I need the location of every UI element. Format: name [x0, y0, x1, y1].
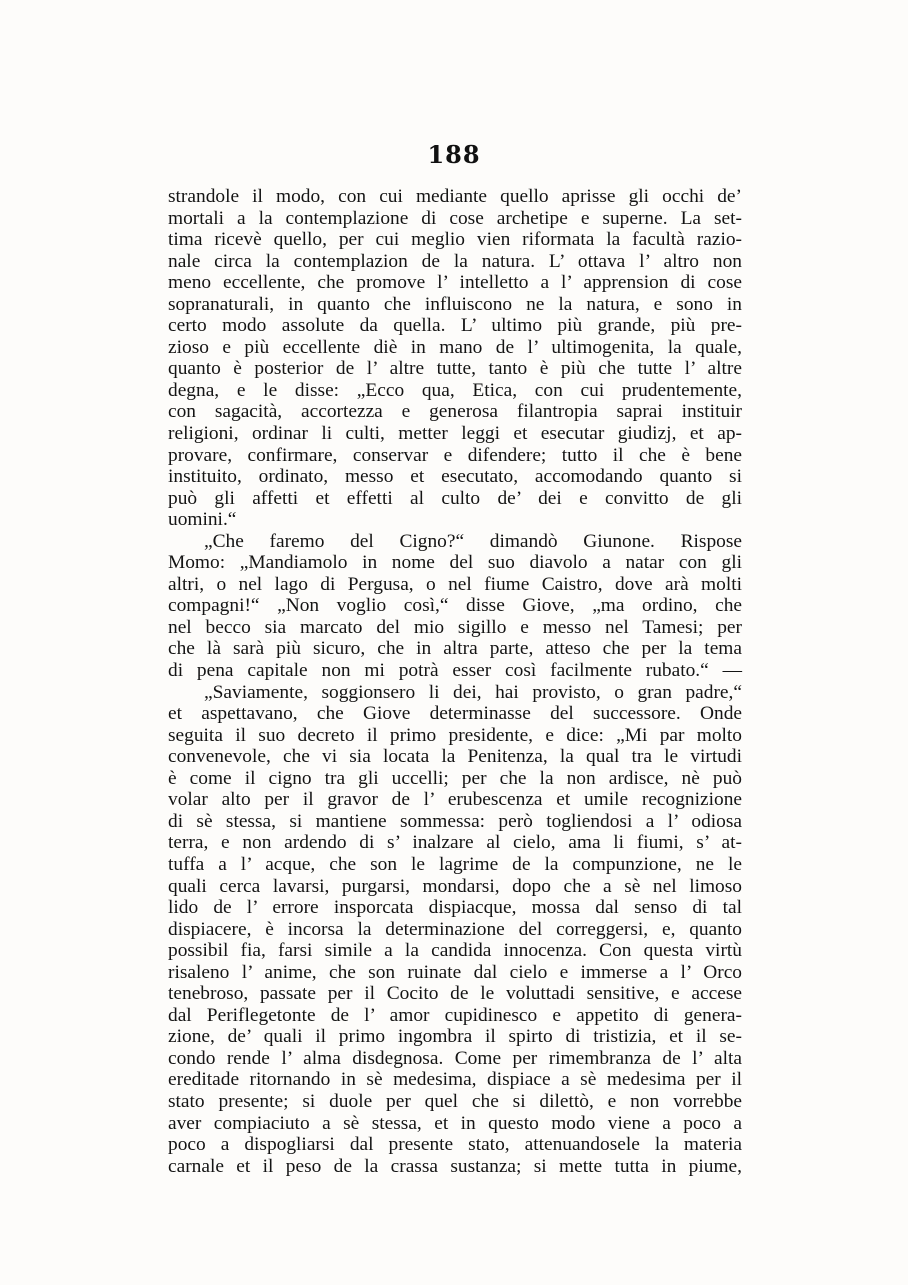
text-line: volar alto per il gravor de l’ erubescenza et umile recognizione	[168, 789, 742, 811]
text-line: poco a dispogliarsi dal presente stato, attenuandosele la materia	[168, 1134, 742, 1156]
text-line: provare, confirmare, conservar e difendere; tutto il che è bene	[168, 444, 742, 466]
text-line: compagni!“ „Non voglio così,“ disse Giove, „ma ordino, che	[168, 595, 742, 617]
text-line: zione, de’ quali il primo ingombra il spirto di tristizia, et il se-	[168, 1026, 742, 1048]
text-line: con sagacità, accortezza e generosa filantropia saprai instituir	[168, 401, 742, 423]
text-line: zioso e più eccellente diè in mano de l’ ultimogenita, la quale,	[168, 336, 742, 358]
text-line: convenevole, che vi sia locata la Penitenza, la qual tra le virtudi	[168, 746, 742, 768]
text-line: Momo: „Mandiamolo in nome del suo diavolo a natar con gli	[168, 552, 742, 574]
text-line: carnale et il peso de la crassa sustanza; si mette tutta in piume,	[168, 1155, 742, 1177]
text-line: tima ricevè quello, per cui meglio vien riformata la facultà razio-	[168, 229, 742, 251]
text-line: altri, o nel lago di Pergusa, o nel fiume Caistro, dove arà molti	[168, 573, 742, 595]
text-line: mortali a la contemplazione di cose archetipe e superne. La set-	[168, 207, 742, 229]
text-line: ereditade ritornando in sè medesima, dispiace a sè medesima per il	[168, 1069, 742, 1091]
text-line: religioni, ordinar li culti, metter leggi et esecutar giudizj, et ap-	[168, 423, 742, 445]
text-line: di sè stessa, si mantiene sommessa: però togliendosi a l’ odiosa	[168, 810, 742, 832]
text-line: et aspettavano, che Giove determinasse del successore. Onde	[168, 703, 742, 725]
text-line: nel becco sia marcato del mio sigillo e messo nel Tamesi; per	[168, 616, 742, 638]
text-line: strandole il modo, con cui mediante quello aprisse gli occhi de’	[168, 186, 742, 207]
text-line: tenebroso, passate per il Cocito de le voluttadi sensitive, e accese	[168, 983, 742, 1005]
text-line: uomini.“	[168, 509, 237, 531]
text-line: nale circa la contemplazion de la natura. L’ ottava l’ altro non	[168, 250, 742, 272]
text-line: dal Periflegetonte de l’ amor cupidinesco e appetito di genera-	[168, 1004, 742, 1026]
text-line: possibil fia, farsi simile a la candida innocenza. Con questa virtù	[168, 940, 742, 962]
page-number: 188	[427, 140, 481, 169]
text-line: seguita il suo decreto il primo presidente, e dice: „Mi par molto	[168, 724, 742, 746]
text-line: sopranaturali, in quanto che influiscono ne la natura, e sono in	[168, 293, 742, 315]
text-line: „Saviamente, soggionsero li dei, hai provisto, o gran padre,“	[204, 681, 742, 703]
text-line: degna, e le disse: „Ecco qua, Etica, con cui prudentemente,	[168, 379, 742, 401]
text-line: è come il cigno tra gli uccelli; per che la non ardisce, nè può	[168, 767, 742, 789]
text-line: certo modo assolute da quella. L’ ultimo più grande, più pre-	[168, 315, 742, 337]
text-line: risaleno l’ anime, che son ruinate dal cielo e immerse a l’ Orco	[168, 961, 742, 983]
text-line: terra, e non ardendo di s’ inalzare al cielo, ama li fiumi, s’ at-	[168, 832, 742, 854]
text-line: instituito, ordinato, messo et esecutato, accomodando quanto si	[168, 466, 742, 488]
text-line: che là sarà più sicuro, che in altra parte, atteso che per la tema	[168, 638, 742, 660]
text-line: tuffa a l’ acque, che son le lagrime de la compunzione, ne le	[168, 853, 742, 875]
body-text	[168, 186, 742, 1177]
text-line: può gli affetti et effetti al culto de’ dei e convitto de gli	[168, 487, 742, 509]
text-line: quali cerca lavarsi, purgarsi, mondarsi, dopo che a sè nel limoso	[168, 875, 742, 897]
text-line: meno eccellente, che promove l’ intelletto a l’ apprension di cose	[168, 272, 742, 294]
text-line: di pena capitale non mi potrà esser così facilmente rubato.“ —	[168, 660, 742, 682]
text-line: quanto è posterior de l’ altre tutte, tanto è più che tutte l’ altre	[168, 358, 742, 380]
text-line: condo rende l’ alma disdegnosa. Come per rimembranza de l’ alta	[168, 1047, 742, 1069]
text-line: stato presente; si duole per quel che si dilettò, e non vorrebbe	[168, 1090, 742, 1112]
text-line: dispiacere, è incorsa la determinazione del correggersi, e, quanto	[168, 918, 742, 940]
text-line: aver compiaciuto a sè stessa, et in questo modo viene a poco a	[168, 1112, 742, 1134]
text-line: lido de l’ errore insporcata dispiacque, mossa dal senso di tal	[168, 897, 742, 919]
text-line: „Che faremo del Cigno?“ dimandò Giunone. Rispose	[204, 530, 742, 552]
